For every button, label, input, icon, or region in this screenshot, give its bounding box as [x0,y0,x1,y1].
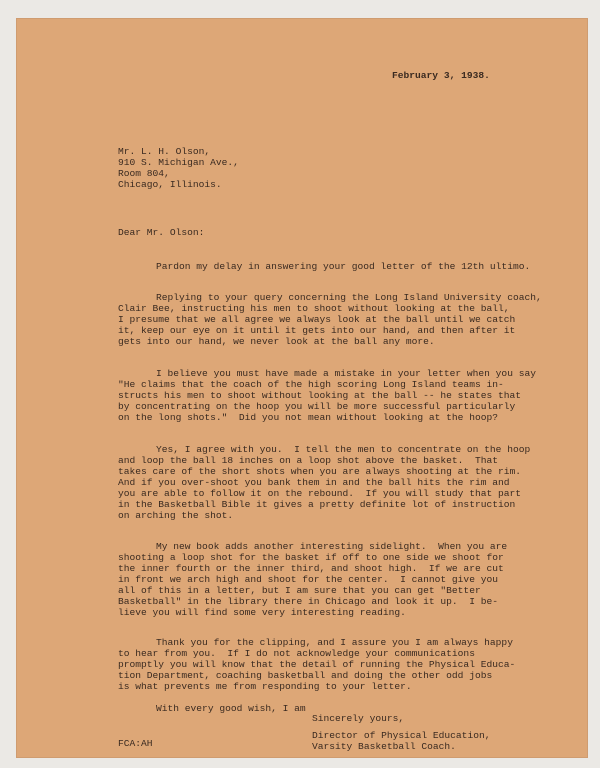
paragraph-line: by concentrating on the hoop you will be more successful particularly [118,401,516,412]
paragraph-line: Clair Bee, instructing his men to shoot without looking at the ball, [118,303,510,314]
paragraph-line: it, keep our eye on it until it gets into our hand, and then after it [118,325,516,336]
paragraph-line: Basketball" in the library there in Chicago and look it up. I be- [118,596,498,607]
paragraph-line: I believe you must have made a mistake in your letter when you say [156,368,536,379]
paragraph-line: shooting a loop shot for the basket if off to one side we shoot for [118,552,504,563]
salutation: Dear Mr. Olson: [118,227,205,238]
paragraph-line: to hear from you. If I do not acknowledge your communications [118,648,475,659]
paragraph-line: all of this in a letter, but I am sure that you can get "Better [118,585,481,596]
address-line: Mr. L. H. Olson, [118,146,211,157]
paragraph-line: in the Basketball Bible it gives a pretty definite lot of instruction [118,499,516,510]
paragraph-line: on arching the shot. [118,510,234,521]
paragraph-line: And if you over-shoot you bank them in and the ball hits the rim and [118,477,510,488]
paragraph-line: is what prevents me from responding to your letter. [118,681,412,692]
paragraph-line: structs his men to shoot without looking at the ball -- he states that [118,390,522,401]
paragraph-line: you are able to follow it on the rebound. If you will study that part [118,488,522,499]
paragraph-line: With every good wish, I am [156,703,306,714]
paragraph-line: tion Department, coaching basketball and doing the other odd jobs [118,670,493,681]
paragraph-line: My new book adds another interesting sidelight. When you are [156,541,508,552]
address-line: 910 S. Michigan Ave., [118,157,239,168]
letter-date: February 3, 1938. [392,70,490,81]
signature-title: Director of Physical Education, [312,730,491,741]
paragraph-line: lieve you will find some very interesting reading. [118,607,406,618]
address-line: Chicago, Illinois. [118,179,222,190]
paragraph-line: gets into our hand, we never look at the ball any more. [118,336,435,347]
paragraph-line: on the long shots." Did you not mean without looking at the hoop? [118,412,498,423]
typist-initials: FCA:AH [118,738,153,749]
address-line: Room 804, [118,168,170,179]
paragraph-line: in front we arch high and shoot for the center. I cannot give you [118,574,498,585]
paragraph-line: takes care of the short shots when you are always shooting at the rim. [118,466,522,477]
paragraph-line: Yes, I agree with you. I tell the men to concentrate on the hoop [156,444,531,455]
paragraph-line: Replying to your query concerning the Long Island University coach, [156,292,542,303]
paragraph-line: and loop the ball 18 inches on a loop shot above the basket. That [118,455,498,466]
signature-title: Varsity Basketball Coach. [312,741,456,752]
paragraph-line: the inner fourth or the inner third, and shoot high. If we are cut [118,563,504,574]
paragraph-line: promptly you will know that the detail of running the Physical Educa- [118,659,516,670]
paragraph-line: Pardon my delay in answering your good letter of the 12th ultimo. [156,261,531,272]
paragraph-line: "He claims that the coach of the high scoring Long Island teams in- [118,379,504,390]
closing: Sincerely yours, [312,713,405,724]
paragraph-line: I presume that we all agree we always look at the ball until we catch [118,314,516,325]
paragraph-line: Thank you for the clipping, and I assure you I am always happy [156,637,513,648]
